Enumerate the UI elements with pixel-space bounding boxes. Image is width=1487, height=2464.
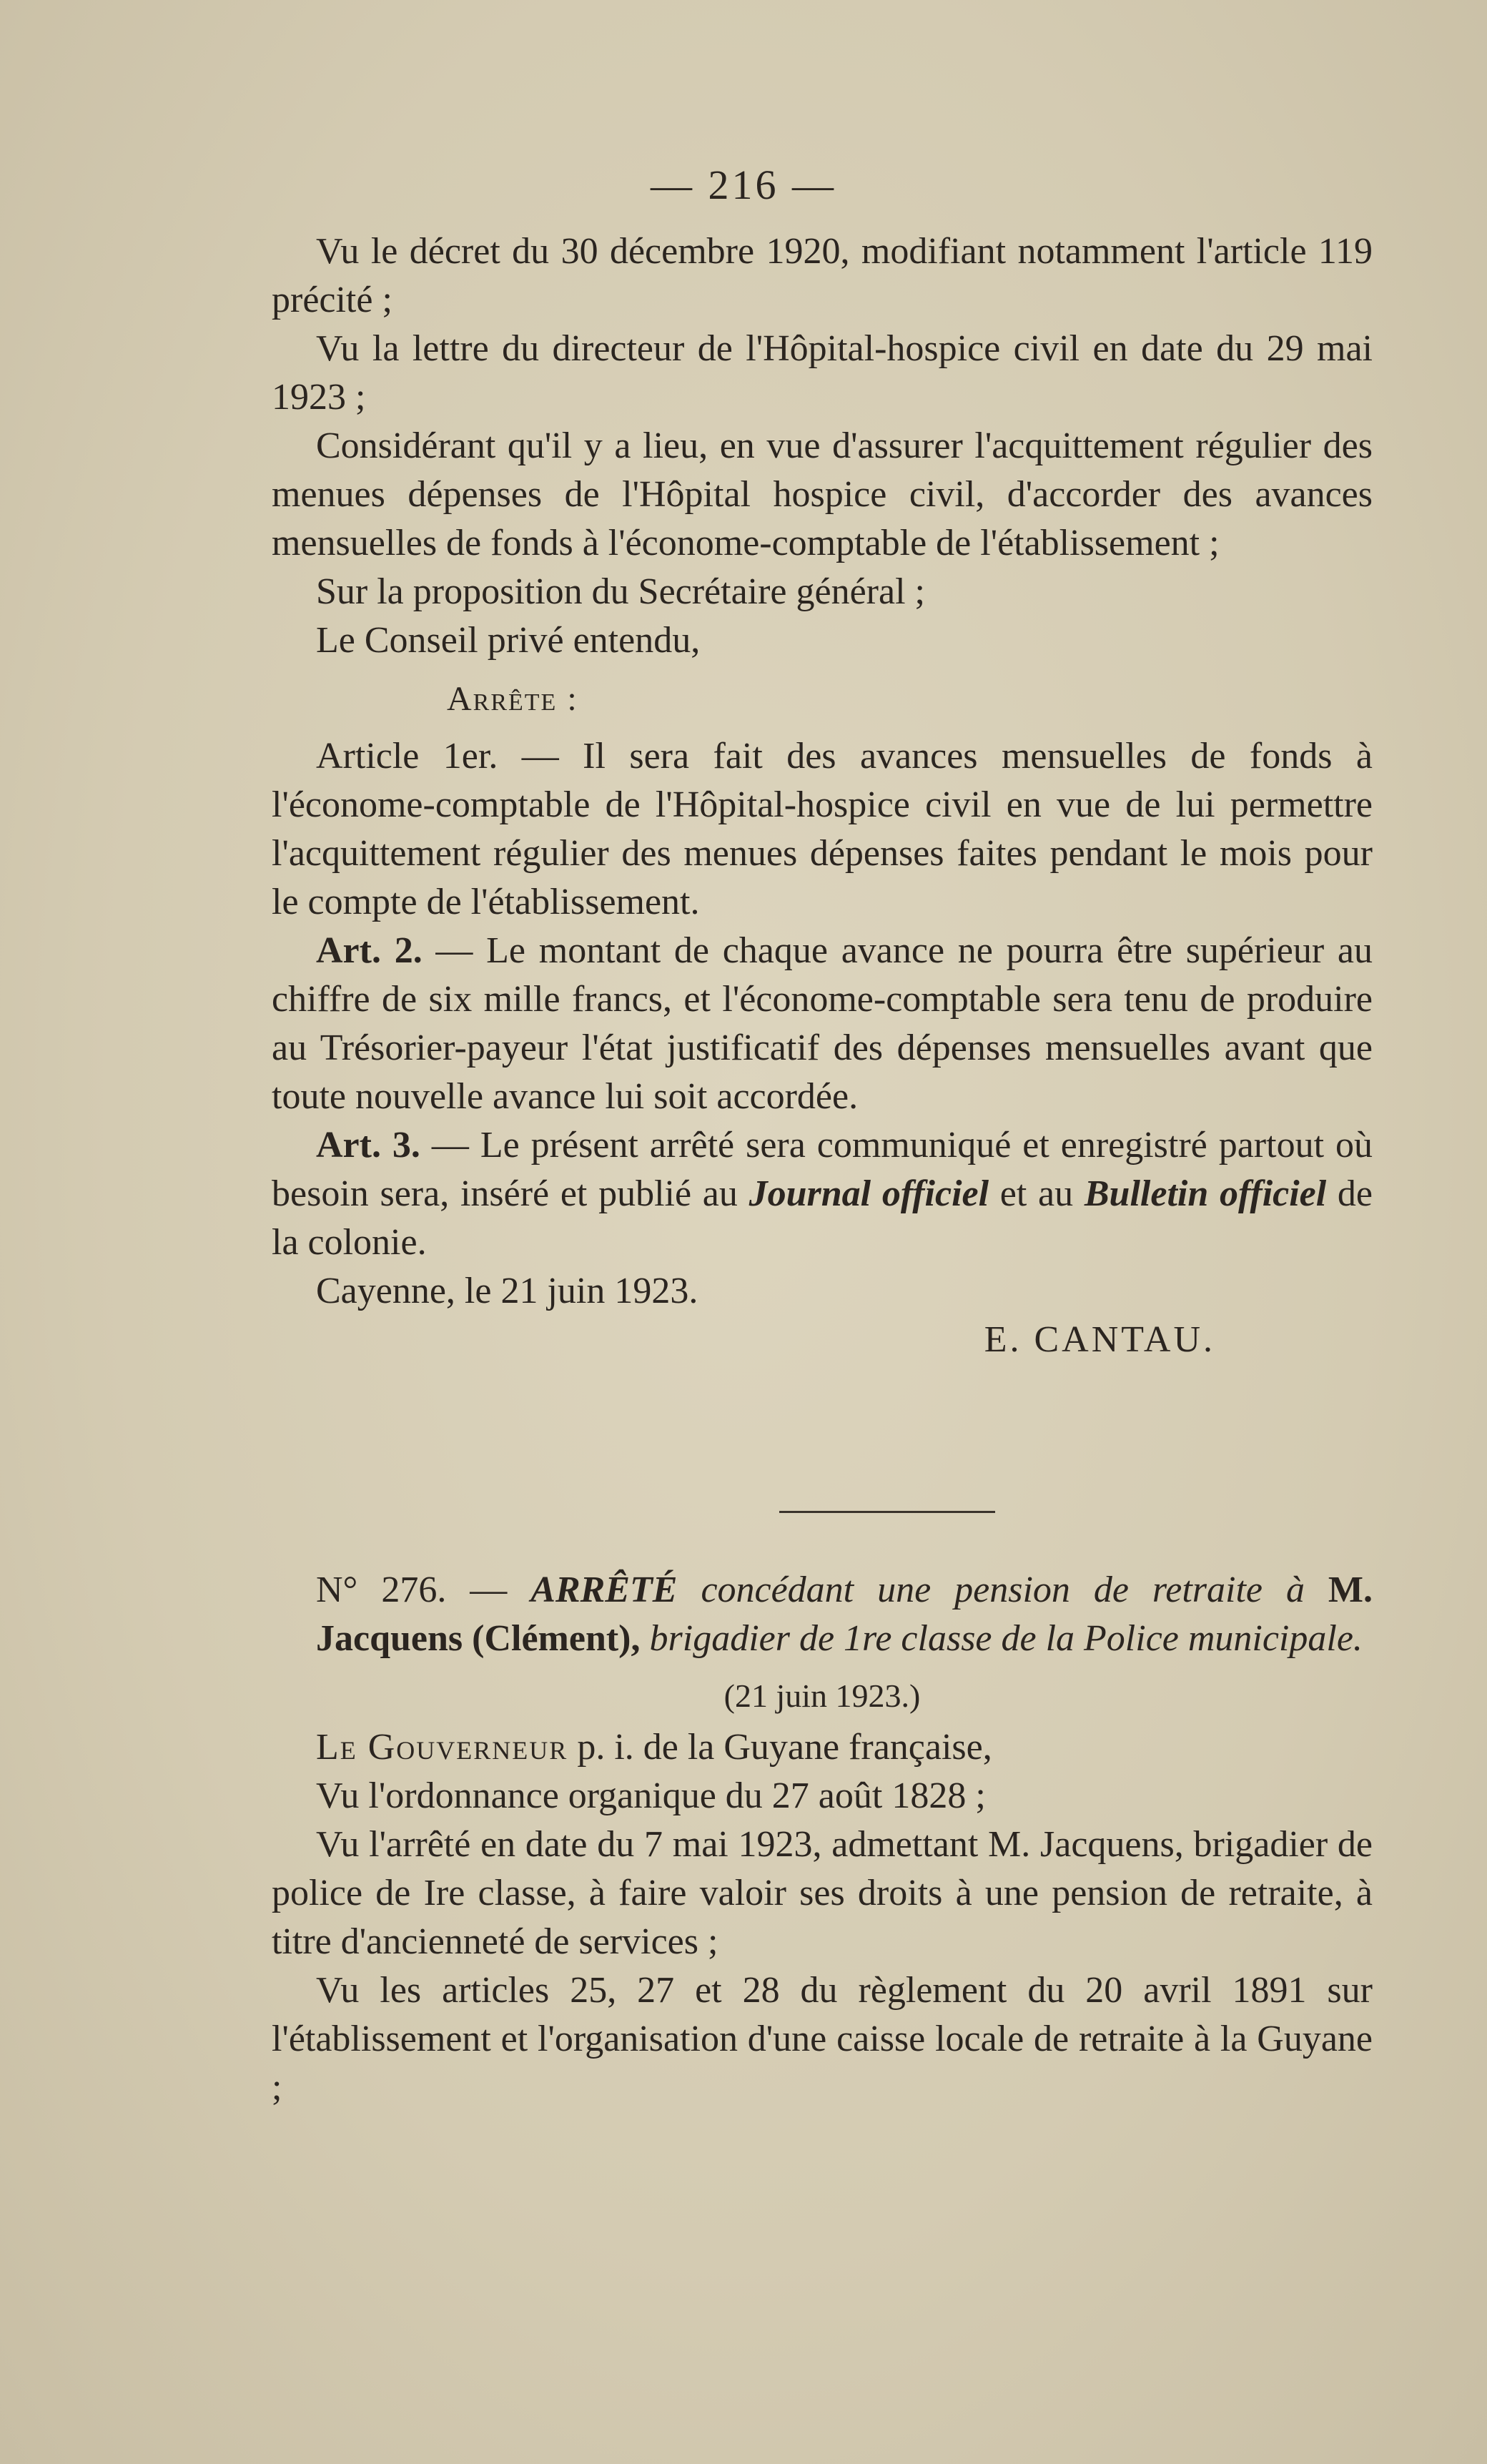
paragraph-proposition: Sur la proposition du Secrétaire général ; — [316, 571, 925, 612]
article-3-text-c: de la colonie. — [272, 1173, 1373, 1263]
title-part-b: brigadier de 1re classe de la Police municipale. — [640, 1618, 1363, 1659]
arrete-number: N° 276. — — [316, 1569, 508, 1610]
article-3-label: Art. 3. — [316, 1125, 420, 1166]
gouverneur-label: Le Gouverneur — [316, 1727, 568, 1768]
gouverneur-rest: p. i. de la Guyane française, — [568, 1727, 992, 1768]
bulletin-officiel: Bulletin officiel — [1084, 1173, 1327, 1214]
vu-arrete: Vu l'arrêté en date du 7 mai 1923, admettant M. Jacquens, brigadier de police de Ire classe, à faire valoir ses droits à une pension de retraite, à titre d'ancienneté de services ; — [272, 1824, 1373, 1962]
article-1-text: — Il sera fait des avances mensuelles de fonds à l'économe-comptable de l'Hôpital-hospice civil en vue de lui permettre l'acquittement régulier des menues dépenses faites pendant le mois pour le compte de l'établissement. — [272, 736, 1373, 922]
article-3-text-a: — Le présent arrêté sera communiqué et enregistré partout où besoin sera, inséré et publié au — [272, 1125, 1373, 1214]
place-date: Cayenne, le 21 juin 1923. — [316, 1271, 698, 1311]
title-name: M. Jacquens (Clément), — [316, 1569, 1373, 1659]
paragraph-vu-lettre: Vu la lettre du directeur de l'Hôpital-hospice civil en date du 29 mai 1923 ; — [272, 328, 1373, 418]
article-3 — [272, 1121, 1373, 1267]
paragraph-vu-decret: Vu le décret du 30 décembre 1920, modifiant notamment l'article 119 précité ; — [272, 231, 1373, 320]
article-3-text-b: et au — [989, 1173, 1085, 1214]
paragraph-considerant: Considérant qu'il y a lieu, en vue d'assurer l'acquittement régulier des menues dépenses de l'Hôpital hospice civil, d'accorder des avances mensuelles de fonds à l'économe-comptable de l'établissement ; — [272, 425, 1373, 563]
vu-ordonnance: Vu l'ordonnance organique du 27 août 1828 ; — [316, 1775, 986, 1816]
arrete-276-block — [272, 1566, 1373, 2112]
arrete-date: (21 juin 1923.) — [723, 1677, 921, 1714]
arrete-276-title — [272, 1566, 1373, 1663]
signature: E. CANTAU. — [984, 1319, 1215, 1360]
separator-rule — [779, 1511, 995, 1513]
arrete-word: ARRÊTÉ — [530, 1569, 678, 1610]
decree-block — [272, 227, 1373, 1364]
article-2 — [272, 927, 1373, 1121]
article-2-text: — Le montant de chaque avance ne pourra être supérieur au chiffre de six mille francs, et l'économe-comptable sera tenu de produire au Trésorier-payeur l'état justificatif des dépenses mensuelles avant que toute nouvelle avance lui soit accordée. — [272, 930, 1373, 1117]
title-part-a: concédant une pension de retraite à — [677, 1569, 1328, 1610]
journal-officiel: Journal officiel — [749, 1173, 989, 1214]
page-number: — 216 — — [651, 162, 836, 208]
article-2-label: Art. 2. — [316, 930, 423, 971]
paragraph-conseil: Le Conseil privé entendu, — [316, 620, 701, 661]
gouverneur-line — [272, 1723, 1373, 1772]
vu-articles: Vu les articles 25, 27 et 28 du règlement du 20 avril 1891 sur l'établissement et l'organisation d'une caisse locale de retraite à la Guyane ; — [272, 1970, 1373, 2108]
arrete-heading: Arrête : — [447, 680, 578, 718]
article-1-label: Article 1er. — [316, 736, 498, 777]
article-1 — [272, 732, 1373, 927]
